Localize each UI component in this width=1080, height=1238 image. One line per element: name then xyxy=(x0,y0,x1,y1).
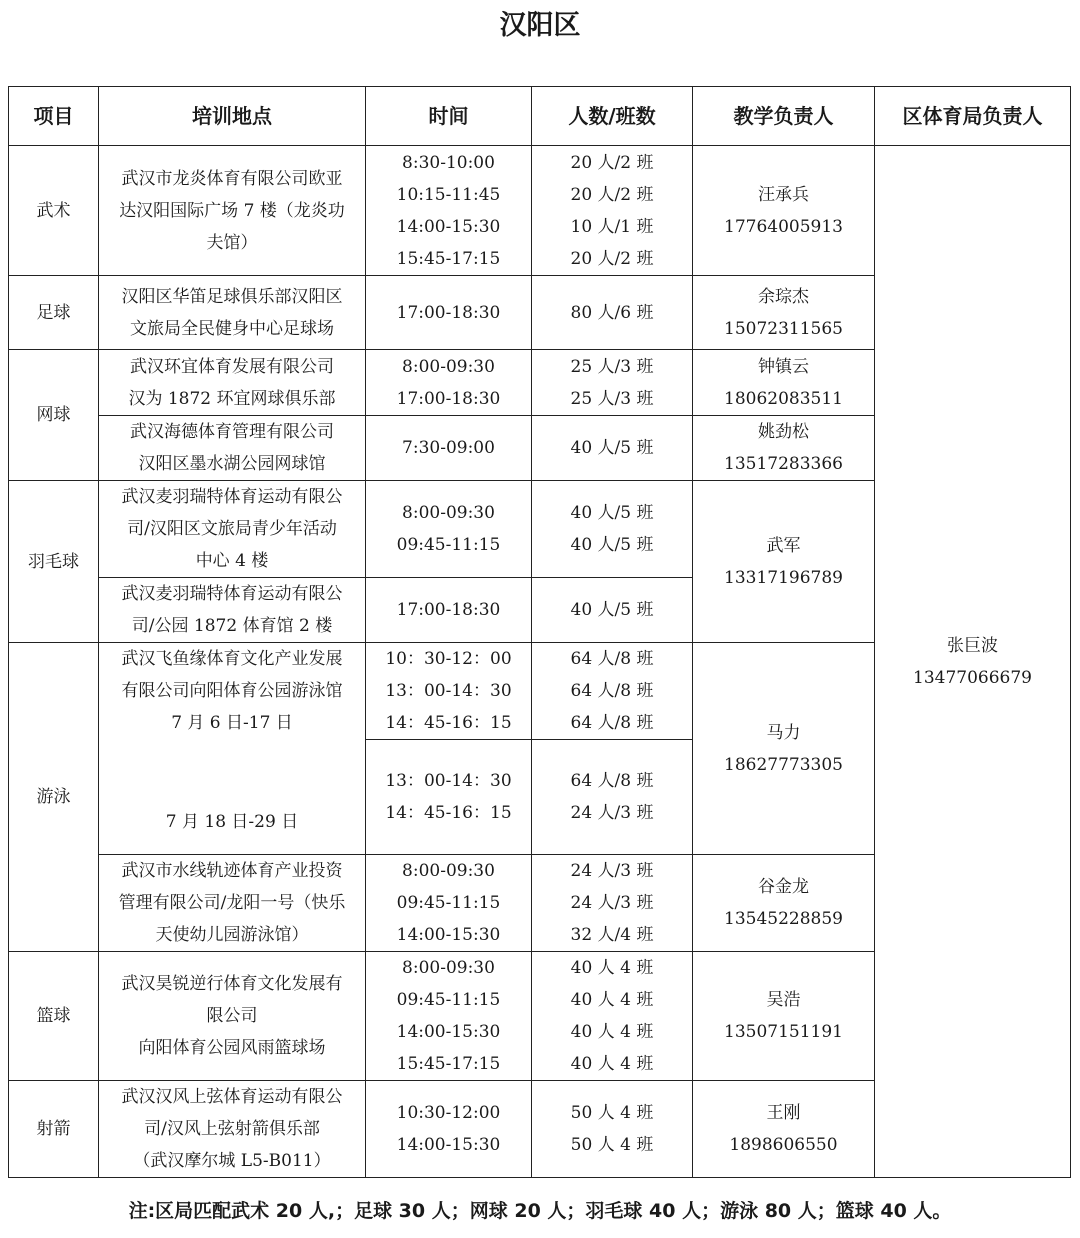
time-cell: 8:00-09:30 09:45-11:15 xyxy=(366,481,532,578)
header-row xyxy=(9,87,1071,146)
table-row-wushu xyxy=(9,146,1071,276)
project-cell: 羽毛球 xyxy=(9,481,99,643)
count-cell: 24 人/3 班 24 人/3 班 32 人/4 班 xyxy=(532,855,693,952)
count-cell: 40 人/5 班 xyxy=(532,416,693,481)
time-cell: 17:00-18:30 xyxy=(366,578,532,643)
teacher-cell: 余琮杰 15072311565 xyxy=(693,276,875,350)
location-cell: 武汉汉风上弦体育运动有限公 司/汉风上弦射箭俱乐部 （武汉摩尔城 L5-B011） xyxy=(99,1081,366,1178)
footnote: 注:区局匹配武术 20 人,；足球 30 人；网球 20 人；羽毛球 40 人；游泳 80 人；篮球 40 人。 xyxy=(128,1200,952,1222)
teacher-cell: 吴浩 13507151191 xyxy=(693,952,875,1081)
time-cell: 10:30-12:00 14:00-15:30 xyxy=(366,1081,532,1178)
count-cell: 50 人 4 班 50 人 4 班 xyxy=(532,1081,693,1178)
teacher-cell: 王刚 1898606550 xyxy=(693,1081,875,1178)
header-time: 时间 xyxy=(366,87,532,146)
location-cell: 汉阳区华笛足球俱乐部汉阳区 文旅局全民健身中心足球场 xyxy=(99,276,366,350)
time-cell: 8:00-09:30 09:45-11:15 14:00-15:30 15:45-17:15 xyxy=(366,952,532,1081)
time-cell: 13：00-14：30 14：45-16：15 xyxy=(366,740,532,855)
count-cell: 64 人/8 班 64 人/8 班 64 人/8 班 xyxy=(532,643,693,740)
project-cell: 武术 xyxy=(9,146,99,276)
page-title: 汉阳区 xyxy=(499,10,581,41)
project-cell: 游泳 xyxy=(9,643,99,952)
count-cell: 40 人/5 班 40 人/5 班 xyxy=(532,481,693,578)
time-cell: 7:30-09:00 xyxy=(366,416,532,481)
teacher-cell: 谷金龙 13545228859 xyxy=(693,855,875,952)
project-cell: 足球 xyxy=(9,276,99,350)
count-cell: 40 人/5 班 xyxy=(532,578,693,643)
training-schedule-table xyxy=(8,86,1071,1178)
location-cell: 武汉海德体育管理有限公司 汉阳区墨水湖公园网球馆 xyxy=(99,416,366,481)
project-cell: 网球 xyxy=(9,350,99,481)
count-cell: 80 人/6 班 xyxy=(532,276,693,350)
time-cell: 8:00-09:30 09:45-11:15 14:00-15:30 xyxy=(366,855,532,952)
header-location: 培训地点 xyxy=(99,87,366,146)
location-cell: 武汉环宜体育发展有限公司 汉为 1872 环宜网球俱乐部 xyxy=(99,350,366,416)
teacher-cell: 钟镇云 18062083511 xyxy=(693,350,875,416)
header-district-contact: 区体育局负责人 xyxy=(875,87,1071,146)
count-cell: 64 人/8 班 24 人/3 班 xyxy=(532,740,693,855)
swim-date-2: 7 月 18 日-29 日 xyxy=(165,812,299,832)
location-cell: 武汉飞鱼缘体育文化产业发展 有限公司向阳体育公园游泳馆 7 月 6 日-17 日 7 月 18 日-29 日 xyxy=(99,643,366,855)
location-cell: 武汉麦羽瑞特体育运动有限公 司/汉阳区文旅局青少年活动 中心 4 楼 xyxy=(99,481,366,578)
time-cell: 8:30-10:00 10:15-11:45 14:00-15:30 15:45-17:15 xyxy=(366,146,532,276)
count-cell: 40 人 4 班 40 人 4 班 40 人 4 班 40 人 4 班 xyxy=(532,952,693,1081)
location-cell: 武汉昊锐逆行体育文化发展有 限公司 向阳体育公园风雨篮球场 xyxy=(99,952,366,1081)
teacher-cell: 武军 13317196789 xyxy=(693,481,875,643)
header-teacher: 教学负责人 xyxy=(693,87,875,146)
time-cell: 10：30-12：00 13：00-14：30 14：45-16：15 xyxy=(366,643,532,740)
time-cell: 8:00-09:30 17:00-18:30 xyxy=(366,350,532,416)
count-cell: 25 人/3 班 25 人/3 班 xyxy=(532,350,693,416)
project-cell: 射箭 xyxy=(9,1081,99,1178)
location-cell: 武汉市水线轨迹体育产业投资 管理有限公司/龙阳一号（快乐 天使幼儿园游泳馆） xyxy=(99,855,366,952)
location-cell: 武汉麦羽瑞特体育运动有限公 司/公园 1872 体育馆 2 楼 xyxy=(99,578,366,643)
project-cell: 篮球 xyxy=(9,952,99,1081)
teacher-cell: 汪承兵 17764005913 xyxy=(693,146,875,276)
time-cell: 17:00-18:30 xyxy=(366,276,532,350)
teacher-cell: 姚劲松 13517283366 xyxy=(693,416,875,481)
district-contact-cell: 张巨波 13477066679 xyxy=(875,146,1071,1178)
header-project: 项目 xyxy=(9,87,99,146)
location-cell: 武汉市龙炎体育有限公司欧亚 达汉阳国际广场 7 楼（龙炎功 夫馆） xyxy=(99,146,366,276)
count-cell: 20 人/2 班 20 人/2 班 10 人/1 班 20 人/2 班 xyxy=(532,146,693,276)
header-count: 人数/班数 xyxy=(532,87,693,146)
teacher-cell: 马力 18627773305 xyxy=(693,643,875,855)
